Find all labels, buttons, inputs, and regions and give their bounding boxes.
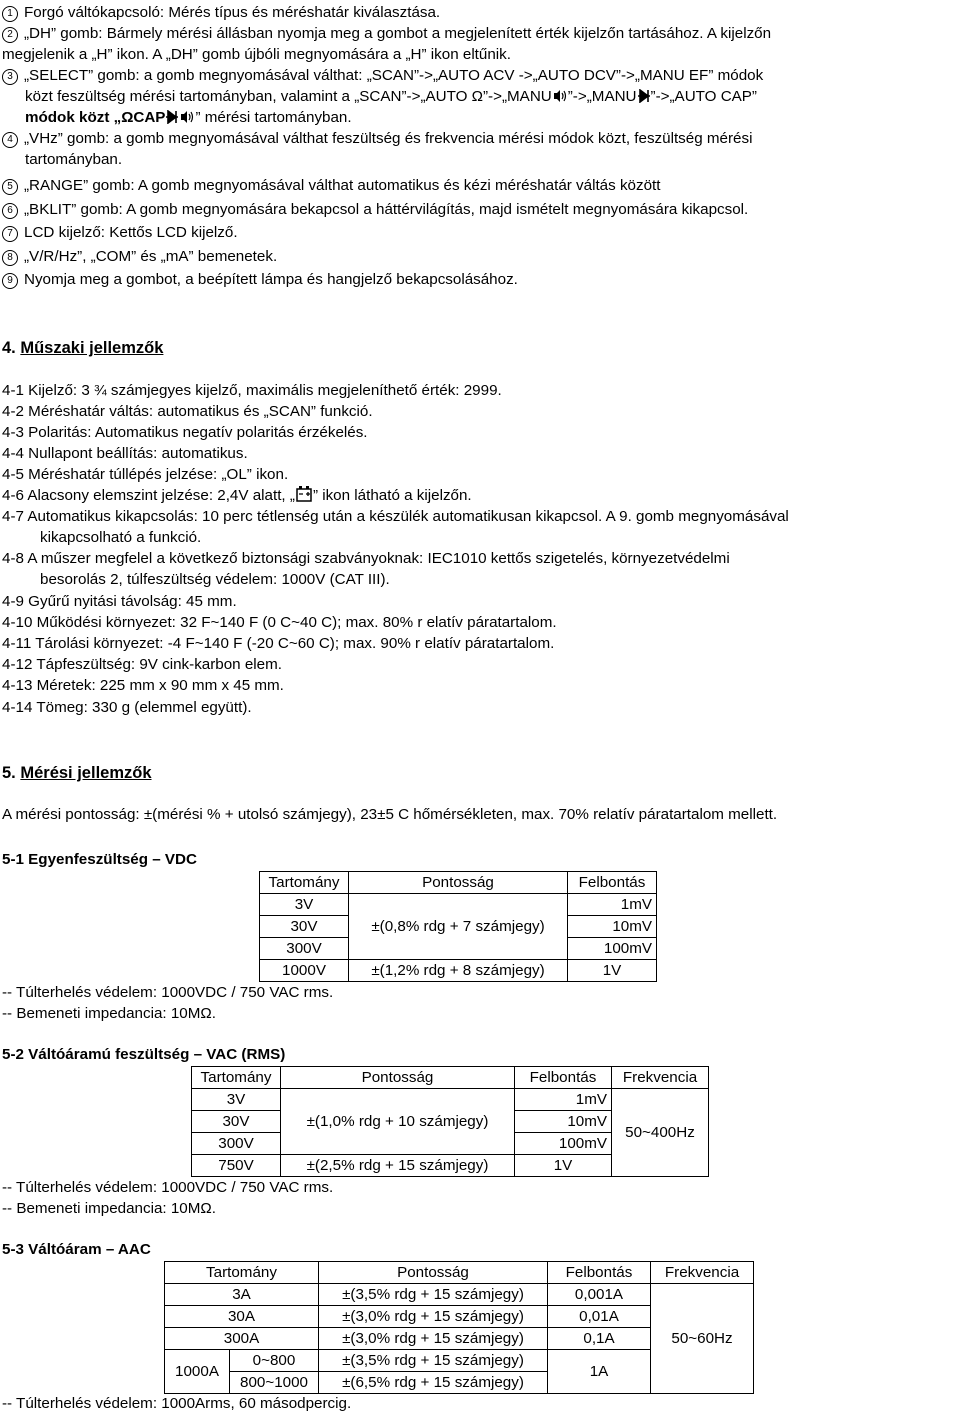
accuracy-cell: ±(3,0% rdg + 15 számjegy) xyxy=(319,1328,548,1350)
table-row xyxy=(192,1089,709,1111)
section-4-heading xyxy=(2,337,163,359)
resolution-cell: 0,01A xyxy=(548,1306,651,1328)
section-title: Műszaki jellemzők xyxy=(20,339,164,357)
battery-icon xyxy=(295,486,313,502)
list-item-6 xyxy=(2,199,748,220)
vac-note: -- Túlterhelés védelem: 1000VDC / 750 VAC rms. xyxy=(2,1179,334,1196)
item-text: módok közt „ΩCAP xyxy=(25,109,166,126)
number-badge: 7 xyxy=(2,226,18,242)
number-badge: 9 xyxy=(2,273,18,289)
item-text: Nyomja meg a gombot, a beépített lámpa és hangjelző bekapcsolásához. xyxy=(24,271,518,288)
range-cell: 750V xyxy=(192,1155,281,1177)
header-resolution: Felbontás xyxy=(515,1067,612,1089)
list-item-2 xyxy=(2,23,771,44)
item-text: ”->„MANU xyxy=(567,88,637,105)
spec-line: 4-7 Automatikus kikapcsolás: 10 perc tétlenség után a készülék automatikusan kikapcsol. A 9. gomb megnyomásával xyxy=(2,508,789,525)
table-header-row xyxy=(165,1262,754,1284)
list-item-3 xyxy=(2,65,763,86)
accuracy-cell: ±(1,2% rdg + 8 számjegy) xyxy=(349,960,568,982)
range-cell: 30V xyxy=(192,1111,281,1133)
accuracy-cell: ±(3,5% rdg + 15 számjegy) xyxy=(319,1284,548,1306)
subrange-cell: 0~800 xyxy=(230,1350,319,1372)
vdc-note: -- Túlterhelés védelem: 1000VDC / 750 VAC rms. xyxy=(2,984,334,1001)
header-accuracy: Pontosság xyxy=(349,872,568,894)
resolution-cell: 10mV xyxy=(515,1111,612,1133)
item-text: tartományban. xyxy=(25,151,123,168)
range-cell: 30A xyxy=(165,1306,319,1328)
section-number: 5. xyxy=(2,764,16,782)
range-cell: 1000V xyxy=(260,960,349,982)
spec-line: 4-9 Gyűrű nyitási távolság: 45 mm. xyxy=(2,593,237,610)
resolution-cell: 10mV xyxy=(568,916,657,938)
number-badge: 1 xyxy=(2,6,18,22)
section-title: Mérési jellemzők xyxy=(20,764,152,782)
vdc-heading: 5-1 Egyenfeszültség – VDC xyxy=(2,851,197,868)
number-badge: 2 xyxy=(2,27,18,43)
list-item-5 xyxy=(2,175,660,196)
section-5-heading xyxy=(2,762,152,784)
header-range: Tartomány xyxy=(260,872,349,894)
item-text: „DH” gomb: Bármely mérési állásban nyomja meg a gombot a megjelenített érték kijelzőn tartásához. A kijelzőn xyxy=(24,25,772,42)
item-text: „VHz” gomb: a gomb megnyomásával válthat feszültség és frekvencia mérési módok közt, feszültség mérési xyxy=(24,130,753,147)
spec-line: 4-4 Nullapont beállítás: automatikus. xyxy=(2,445,248,462)
spec-line: 4-1 Kijelző: 3 ¾ számjegyes kijelző, maximális megjeleníthető érték: 2999. xyxy=(2,382,502,399)
header-accuracy: Pontosság xyxy=(319,1262,548,1284)
range-cell: 1000A xyxy=(165,1350,230,1394)
number-badge: 3 xyxy=(2,69,18,85)
spec-line: 4-2 Méréshatár váltás: automatikus és „SCAN” funkció. xyxy=(2,403,373,420)
accuracy-cell: ±(0,8% rdg + 7 számjegy) xyxy=(349,894,568,960)
table-row xyxy=(260,894,657,916)
number-badge: 6 xyxy=(2,203,18,219)
spec-line-cont: besorolás 2, túlfeszültség védelem: 1000V (CAT III). xyxy=(40,571,390,588)
table-header-row xyxy=(260,872,657,894)
spec-line: 4-11 Tárolási környezet: -4 F~140 F (-20 C~60 C); max. 90% r elatív páratartalom. xyxy=(2,635,555,652)
accuracy-intro: A mérési pontosság: ±(mérési % + utolsó számjegy), 23±5 C hőmérsékleten, max. 70% relatív páratartalom mellett. xyxy=(2,806,778,823)
resolution-cell: 1mV xyxy=(515,1089,612,1111)
table-row xyxy=(165,1284,754,1306)
item-text: „SELECT” gomb: a gomb megnyomásával válthat: „SCAN”->„AUTO ACV ->„AUTO DCV”->„MANU EF” módok xyxy=(24,67,764,84)
item-text: ” mérési tartományban. xyxy=(195,109,352,126)
range-cell: 3V xyxy=(260,894,349,916)
list-item-4 xyxy=(2,128,752,149)
number-badge: 4 xyxy=(2,132,18,148)
spec-line: 4-13 Méretek: 225 mm x 90 mm x 45 mm. xyxy=(2,677,284,694)
range-cell: 300V xyxy=(192,1133,281,1155)
spec-line: 4-5 Méréshatár túllépés jelzése: „OL” ikon. xyxy=(2,466,289,483)
range-cell: 3V xyxy=(192,1089,281,1111)
aac-heading: 5-3 Váltóáram – AAC xyxy=(2,1241,151,1258)
spec-line: 4-8 A műszer megfelel a következő biztonsági szabványoknak: IEC1010 kettős szigetelés, környezetvédelmi xyxy=(2,550,730,567)
list-item-8 xyxy=(2,246,277,267)
subrange-cell: 800~1000 xyxy=(230,1372,319,1394)
list-item-1 xyxy=(2,2,440,23)
list-item-9 xyxy=(2,269,518,290)
item-text: Forgó váltókapcsoló: Mérés típus és méréshatár kiválasztása. xyxy=(24,4,441,21)
header-accuracy: Pontosság xyxy=(281,1067,515,1089)
table-header-row xyxy=(192,1067,709,1089)
diode-icon xyxy=(165,110,179,124)
number-badge: 5 xyxy=(2,179,18,195)
header-resolution: Felbontás xyxy=(568,872,657,894)
list-item-3-cont2 xyxy=(25,107,352,128)
resolution-cell: 1V xyxy=(568,960,657,982)
spec-line: 4-10 Működési környezet: 32 F~140 F (0 C~40 C); max. 80% r elatív páratartalom. xyxy=(2,614,557,631)
list-item-2-cont xyxy=(2,44,511,65)
spec-line: 4-12 Tápfeszültség: 9V cink-karbon elem. xyxy=(2,656,282,673)
item-text: „RANGE” gomb: A gomb megnyomásával válthat automatikus és kézi méréshatár váltás között xyxy=(24,177,661,194)
list-item-4-cont xyxy=(25,149,122,170)
accuracy-cell: ±(3,5% rdg + 15 számjegy) xyxy=(319,1350,548,1372)
resolution-cell: 1V xyxy=(515,1155,612,1177)
resolution-cell: 100mV xyxy=(515,1133,612,1155)
resolution-cell: 1A xyxy=(548,1350,651,1394)
aac-note: -- Túlterhelés védelem: 1000Arms, 60 másodpercig. xyxy=(2,1395,352,1412)
header-resolution: Felbontás xyxy=(548,1262,651,1284)
item-text: „BKLIT” gomb: A gomb megnyomására bekapcsol a háttérvilágítás, majd ismételt megnyomására kikapcsol. xyxy=(24,201,749,218)
table-row xyxy=(260,960,657,982)
header-range: Tartomány xyxy=(192,1067,281,1089)
spec-line-4-6 xyxy=(2,485,472,506)
resolution-cell: 1mV xyxy=(568,894,657,916)
continuity-sound-icon xyxy=(179,110,195,124)
aac-table xyxy=(164,1261,754,1394)
vac-table xyxy=(191,1066,709,1177)
item-text: LCD kijelző: Kettős LCD kijelző. xyxy=(24,224,238,241)
diode-icon xyxy=(637,89,651,103)
range-cell: 30V xyxy=(260,916,349,938)
resolution-cell: 0,001A xyxy=(548,1284,651,1306)
item-text: „V/R/Hz”, „COM” és „mA” bemenetek. xyxy=(24,248,278,265)
range-cell: 300A xyxy=(165,1328,319,1350)
vac-heading: 5-2 Váltóáramú feszültség – VAC (RMS) xyxy=(2,1046,286,1063)
number-badge: 8 xyxy=(2,250,18,266)
header-frequency: Frekvencia xyxy=(612,1067,709,1089)
item-text: közt feszültség mérési tartományban, valamint a „SCAN”->„AUTO Ω”->„MANU xyxy=(25,88,552,105)
spec-line: 4-3 Polaritás: Automatikus negatív polaritás érzékelés. xyxy=(2,424,368,441)
spec-text: ” ikon látható a kijelzőn. xyxy=(312,487,472,504)
item-text: ”->„AUTO CAP” xyxy=(650,88,757,105)
resolution-cell: 100mV xyxy=(568,938,657,960)
resolution-cell: 0,1A xyxy=(548,1328,651,1350)
frequency-cell: 50~60Hz xyxy=(651,1284,754,1394)
spec-text: 4-6 Alacsony elemszint jelzése: 2,4V alatt, „ xyxy=(2,487,295,504)
accuracy-cell: ±(6,5% rdg + 15 számjegy) xyxy=(319,1372,548,1394)
item-text: megjelenik a „H” ikon. A „DH” gomb újbóli megnyomására a „H” ikon eltűnik. xyxy=(2,46,511,63)
range-cell: 300V xyxy=(260,938,349,960)
section-number: 4. xyxy=(2,339,16,357)
vac-note: -- Bemeneti impedancia: 10MΩ. xyxy=(2,1200,216,1217)
header-range: Tartomány xyxy=(165,1262,319,1284)
spec-line-cont: kikapcsolható a funkció. xyxy=(40,529,202,546)
vdc-note: -- Bemeneti impedancia: 10MΩ. xyxy=(2,1005,216,1022)
accuracy-cell: ±(1,0% rdg + 10 számjegy) xyxy=(281,1089,515,1155)
spec-line: 4-14 Tömeg: 330 g (elemmel együtt). xyxy=(2,699,252,716)
vdc-table xyxy=(259,871,657,982)
continuity-sound-icon xyxy=(552,89,568,103)
list-item-3-cont xyxy=(25,86,757,107)
list-item-7 xyxy=(2,222,238,243)
frequency-cell: 50~400Hz xyxy=(612,1089,709,1177)
range-cell: 3A xyxy=(165,1284,319,1306)
header-frequency: Frekvencia xyxy=(651,1262,754,1284)
accuracy-cell: ±(3,0% rdg + 15 számjegy) xyxy=(319,1306,548,1328)
accuracy-cell: ±(2,5% rdg + 15 számjegy) xyxy=(281,1155,515,1177)
